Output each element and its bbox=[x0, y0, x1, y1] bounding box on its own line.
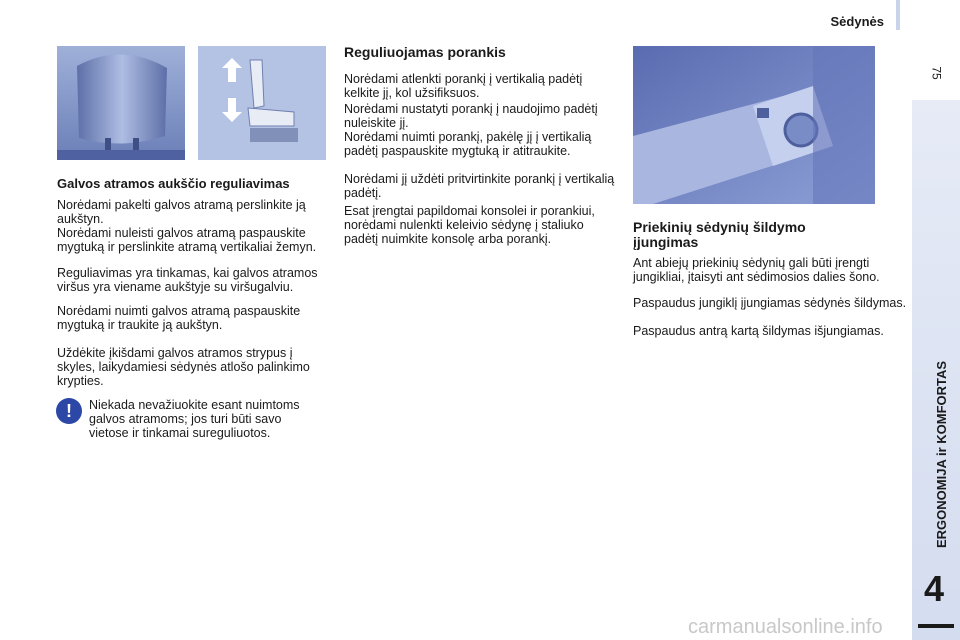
chapter-number: 4 bbox=[924, 568, 945, 609]
headrest-warning: Niekada nevažiuokite esant nuimtoms galvos atramoms; jos turi būti savo vietose ir tinkamai sureguliuotos. bbox=[89, 398, 300, 440]
chapter-label: ERGONOMIJA ir KOMFORTAS bbox=[934, 360, 949, 548]
armrest-paragraph-3: Norėdami nuimti porankį, pakėlę jį į vertikalią padėtį paspauskite mygtuką ir atitraukite. bbox=[344, 130, 592, 158]
armrest-paragraph-2: Norėdami nustatyti porankį į naudojimo padėtį nuleiskite jį. bbox=[344, 102, 598, 130]
heating-paragraph-2: Paspaudus jungiklį įjungiamas sėdynės šildymas. bbox=[633, 296, 907, 310]
armrest-paragraph-5: Esat įrengtai papildomai konsolei ir porankiui, norėdami nulenkti keleivio sėdynę į staliuko padėtį nuimkite konsolę arba porankį. bbox=[344, 204, 595, 246]
armrest-paragraph-4: Norėdami jį uždėti pritvirtinkite porankį į vertikalią padėtį. bbox=[344, 172, 615, 200]
header-rule bbox=[896, 0, 900, 30]
armrest-photo bbox=[633, 46, 875, 204]
page-number: 75 bbox=[929, 66, 944, 80]
watermark: carmanualsonline.info bbox=[688, 616, 883, 638]
headrest-heading: Galvos atramos aukščio reguliavimas bbox=[57, 176, 290, 191]
headrest-paragraph-1: Norėdami pakelti galvos atramą perslinkite ją aukštyn. bbox=[57, 198, 306, 226]
armrest-paragraph-1: Norėdami atlenkti porankį į vertikalią padėtį kelkite jį, kol užsifiksuos. bbox=[344, 72, 583, 100]
armrest-heading: Reguliuojamas porankis bbox=[344, 44, 506, 60]
headrest-paragraph-2: Norėdami nuleisti galvos atramą paspauskite mygtuką ir perslinkite atramą vertikaliai žemyn. bbox=[57, 226, 317, 254]
headrest-paragraph-4: Norėdami nuimti galvos atramą paspauskite mygtuką ir traukite ją aukštyn. bbox=[57, 304, 301, 332]
headrest-photo bbox=[57, 46, 185, 160]
seat-adjust-diagram bbox=[198, 46, 326, 160]
chapter-bar bbox=[918, 624, 954, 628]
headrest-paragraph-5: Uždėkite įkišdami galvos atramos strypus į skyles, laikydamiesi sėdynės atlošo palinkimo krypties. bbox=[57, 346, 310, 388]
heating-heading: Priekinių sėdynių šildymo įjungimas bbox=[633, 219, 806, 250]
page-section-title: Sėdynės bbox=[830, 14, 884, 29]
heating-paragraph-1: Ant abiejų priekinių sėdynių gali būti įrengti jungikliai, įtaisyti ant sėdimosios dalies šono. bbox=[633, 256, 880, 284]
heating-paragraph-3: Paspaudus antrą kartą šildymas išjungiamas. bbox=[633, 324, 884, 338]
warning-icon: ! bbox=[56, 398, 82, 424]
headrest-paragraph-3: Reguliavimas yra tinkamas, kai galvos atramos viršus yra viename aukštyje su viršugalviu. bbox=[57, 266, 318, 294]
